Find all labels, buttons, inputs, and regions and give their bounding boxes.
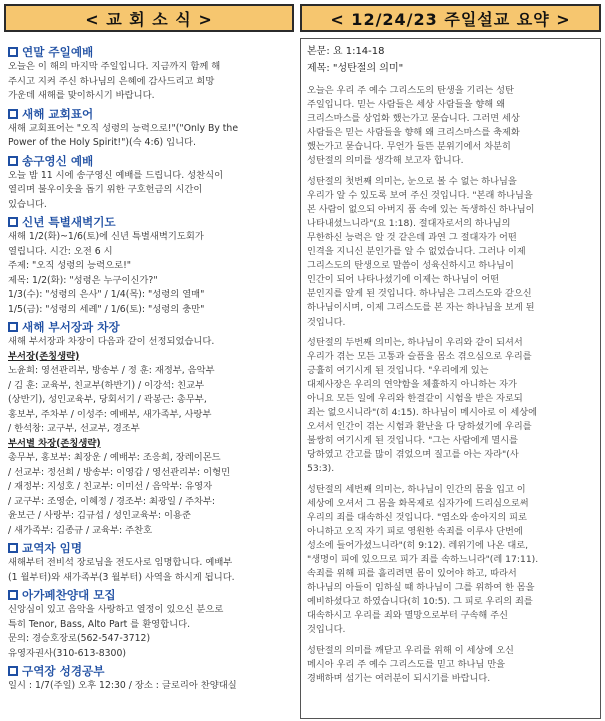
sermon-line: 속죄를 위해 피를 흘리려면 몸이 있어야 하고, 따라서 [307, 568, 517, 580]
section-text-line: 유영자권사(310-613-8300) [8, 647, 127, 659]
sermon-paragraph [307, 175, 594, 330]
sermon-line: 경배하며 섬기는 여러분이 되시기를 바랍니다. [307, 672, 491, 684]
sermon-line: 예비하셨다고 하였습니다(히 10:5). 그 피로 우리의 죄를 [307, 596, 533, 608]
square-bullet-icon [8, 590, 18, 600]
sermon-line: 인간이 되어 나타나셨기에 이제는 하나님이 어떤 [307, 274, 500, 286]
square-bullet-icon [8, 666, 18, 676]
sermon-line: "생명이 피에 있으므로 피가 죄를 속하느니라"(레 17:11). [307, 554, 539, 565]
subsection-heading: 부서별 차장(존칭생략) [8, 437, 101, 449]
section-text-line: / 재정부: 지성호 / 친교부: 이미선 / 음악부: 유영자 [8, 481, 213, 492]
section-text-line: 새해 교회표어는 "오직 성령의 능력으로!"("Only By the [8, 122, 239, 134]
section-text-line: 신앙심이 있고 음악을 사랑하고 열정이 있으신 분으로 [8, 604, 224, 615]
square-bullet-icon [8, 543, 18, 553]
section-text-line: 제목: 1/2(화): "성령은 누구이신가?" [8, 274, 158, 286]
section-text-line: 노윤희: 영션관리부, 방송부 / 정 훈: 재정부, 음악부 [8, 365, 215, 376]
section-text-line: 오늘 밤 11 시에 송구영신 예배를 드립니다. 성찬식이 [8, 169, 224, 181]
section-text-line: 열립니다. 시간: 오전 6 시 [8, 245, 113, 257]
square-bullet-icon [8, 47, 18, 57]
section-text-line: 특히 Tenor, Bass, Alto Part 를 환영합니다. [8, 618, 191, 630]
sermon-line: 성탄절의 세번째 의미는, 하나님이 인간의 몸을 입고 이 [307, 483, 526, 495]
section-title [8, 215, 290, 230]
sermon-line: 죄는 없으시니라"(히 4:15). 하나님이 메시아로 이 세상에 [307, 407, 537, 419]
sermon-line: 아니요 모든 일에 우리와 한결같이 시험을 받은 자로되 [307, 392, 523, 404]
section-text-line: / 한석창: 교구부, 선교부, 경조부 [8, 423, 140, 434]
sermon-line: 우리가 알 수 있도록 보여 주신 것입니다. "본래 하나님을 [307, 189, 533, 201]
sermon-paragraph [307, 644, 594, 686]
section-text-line: 가운데 새해를 맞이하시기 바랍니다. [8, 90, 155, 101]
section-text-line: (1 월부터)와 새가족부(3 월부터) 사역을 하시게 됩니다. [8, 571, 235, 583]
section-title [8, 107, 290, 122]
sermon-line: 본 사람이 없으되 아버지 품 속에 있는 독생하신 하나님이 [307, 203, 535, 215]
sermon-line: 긍휼히 여기시게 된 것입니다. "우리에게 있는 [307, 364, 489, 376]
sermon-line: 대제사장은 우리의 연약함을 체휼하지 아니하는 자가 [307, 378, 517, 390]
sermon-line: 아니하고 오직 자기 피로 영원한 속죄를 이루사 단번에 [307, 525, 523, 537]
sermon-line: 것입니다. [307, 316, 346, 328]
sermon-line: 우리의 죄를 대속하신 것입니다. "염소와 송아지의 피로 [307, 511, 527, 523]
sermon-line: 불쌍히 여기시게 된 것입니다. "그는 사람에게 멸시를 [307, 435, 519, 447]
sermon-line: 오셔서 인간이 겪는 시험과 환난을 다 당하셨기에 우리를 [307, 421, 532, 433]
section-text-line: 일시 : 1/7(주일) 오후 12:30 / 장소 : 글로리아 찬양대실 [8, 680, 237, 691]
sermon-line: 분인지를 알게 된 것입니다. 하나님은 그리스도와 같으신 [307, 288, 532, 300]
section-text-line: / 교구부: 조영순, 이혜정 / 경조부: 최광일 / 주차부: [8, 495, 216, 507]
church-news-banner: < 교 회 소 식 > [4, 4, 294, 32]
section-title [8, 588, 290, 603]
sermon-summary-column [300, 38, 601, 719]
sermon-passage: 본문: 요 1:14-18 [307, 46, 385, 57]
section-text-line: 1/5(금): "성령의 세례" / 1/6(토): "성령의 충만" [8, 303, 205, 315]
section-text-line: Power of the Holy Spirit!")(슥 4:6) 입니다. [8, 137, 196, 148]
section-text-line: 새해 부서장과 차장이 다음과 같이 선정되었습니다. [8, 336, 215, 347]
square-bullet-icon [8, 322, 18, 332]
sermon-line: 사람들은 믿는 사람들을 향해 왜 크리스마스를 축제화 [307, 127, 520, 139]
section-text-line: 주제: "오직 성령의 능력으로!" [8, 260, 132, 271]
sermon-paragraph [307, 84, 594, 169]
section-text-line: / 김 훈: 교육부, 친교부(하반기) / 이강석: 친교부 [8, 379, 205, 391]
sermon-summary-banner: < 12/24/23 주일설교 요약 > [300, 4, 601, 32]
square-bullet-icon [8, 109, 18, 119]
square-bullet-icon [8, 156, 18, 166]
section-title-label: 송구영신 예배 [22, 153, 94, 168]
section-title [8, 541, 290, 556]
sermon-line: 당하였고 간고를 많이 겪었으며 질고를 아는 자라"(사 [307, 449, 519, 461]
section-text-line: 주시고 지켜 주신 하나님의 은혜에 감사드리고 희망 [8, 75, 215, 87]
sermon-line: 하나님의 아들이 임하실 때 하나님이 그를 위하여 한 몸을 [307, 582, 535, 594]
sermon-paragraph [307, 336, 594, 477]
section-text-line: 열리며 불우이웃을 돕기 위한 구호헌금의 시간이 [8, 184, 203, 195]
section-text-line: / 선교부: 정선희 / 방송부: 이영갑 / 영선관리부: 이형민 [8, 466, 231, 478]
section-title-label: 신년 특별새벽기도 [22, 215, 116, 229]
sermon-line: 크리스마스를 상업화 했는가고 묻습니다. 그러면 세상 [307, 113, 520, 125]
square-bullet-icon [8, 217, 18, 227]
sermon-paragraph [307, 483, 594, 638]
section-text-line: 오늘은 이 해의 마지막 주일입니다. 지금까지 함께 해 [8, 61, 221, 72]
section-title-label: 연말 주일예배 [22, 45, 94, 59]
section-title [8, 45, 290, 60]
sermon-line: 했는가고 묻습니다. 무언가 들뜬 분위기에서 차분히 [307, 141, 511, 153]
sermon-body [307, 84, 594, 686]
section-text-line: 새해부터 전비석 장로님을 전도사로 임명합니다. 예배부 [8, 557, 233, 568]
section-title [8, 320, 290, 335]
section-title-label: 새해 부서장과 차장 [22, 320, 120, 334]
sermon-line: 53:3). [307, 463, 335, 475]
sermon-line: 우리가 겪는 모든 고통과 슬픔을 몸소 겪으심으로 우리를 [307, 350, 532, 362]
section-text-line: 1/3(수): "성령의 은사" / 1/4(목): "성령의 열매" [8, 289, 205, 300]
section-title-label: 새해 교회표어 [22, 106, 94, 121]
section-text-line: 문의: 경승호장로(562-547-3712) [8, 633, 151, 644]
section-title [8, 664, 290, 679]
section-text-line: 총무부, 홍보부: 최장운 / 예배부: 조응희, 장레이몬드 [8, 452, 221, 463]
sermon-line: 메시아 우리 주 예수 그리스도를 믿고 하나님 만을 [307, 658, 505, 670]
section-text-line: 윤보근 / 사랑부: 김규섭 / 성인교육부: 이용준 [8, 510, 191, 521]
sermon-line: 세상에 오셔서 그 몸을 화목제로 십자가에 드리심으로써 [307, 497, 529, 509]
sermon-title: 제목: "성탄절의 의미" [307, 63, 404, 74]
section-text-line: 있습니다. [8, 198, 47, 210]
section-text-line: 새해 1/2(화)~1/6(토)에 신년 특별새벽기도회가 [8, 231, 204, 242]
section-title-label: 아가페찬양대 모집 [22, 588, 116, 602]
sermon-line: 성탄절의 두번째 의미는, 하나님이 우리와 같이 되셔서 [307, 336, 523, 348]
sermon-line: 성소에 들어가셨느니라"(히 9:12). 레위기에 나온 대로, [307, 539, 529, 551]
sermon-line: 성탄절의 의미를 깨닫고 우리를 위해 이 세상에 오신 [307, 644, 514, 656]
section-title-label: 교역자 임명 [22, 541, 83, 555]
section-title [8, 154, 290, 169]
subsection-heading: 부서장(존칭생략) [8, 350, 80, 362]
sermon-line: 성탄절의 첫번째 의미는, 눈으로 볼 수 없는 하나님을 [307, 175, 517, 187]
sermon-line: 것입니다. [307, 624, 346, 636]
sermon-line: 주일입니다. 믿는 사람들은 세상 사람들을 향해 왜 [307, 99, 505, 111]
sermon-line: 무한하신 능력은 알 것 같은데 과연 그 절대자가 어떤 [307, 231, 517, 243]
sermon-line: 나타내셨느니라"(요 1:18). 절대자로서의 하나님의 [307, 217, 511, 229]
sermon-line: 그리스도의 탄생으로 말씀이 성육신하시고 하나님이 [307, 260, 514, 272]
section-text-line: (상반기), 성인교육부, 당회서기 / 곽봉근: 총무부, [8, 394, 207, 405]
section-text-line: / 새가족부: 김종규 / 교육부: 주찬호 [8, 524, 153, 536]
section-text-line: 홍보부, 주차부 / 이성주: 예배부, 새가족부, 사랑부 [8, 408, 212, 420]
sermon-line: 대속하시고 우리를 죄와 멸망으로부터 구속해 주신 [307, 610, 508, 622]
sermon-line: 성탄절의 의미를 생각해 보고자 합니다. [307, 155, 464, 167]
sermon-line: 오늘은 우리 주 예수 그리스도의 탄생을 기리는 성탄 [307, 85, 514, 96]
section-title-label: 구역장 성경공부 [22, 664, 105, 678]
sermon-line: 인격을 지니신 분인가를 알 수 없었습니다. 그러나 이제 [307, 246, 526, 258]
sermon-line: 하나님이시며, 이제 그리스도를 본 자는 하나님을 보게 된 [307, 302, 535, 314]
church-news-column [4, 38, 294, 719]
